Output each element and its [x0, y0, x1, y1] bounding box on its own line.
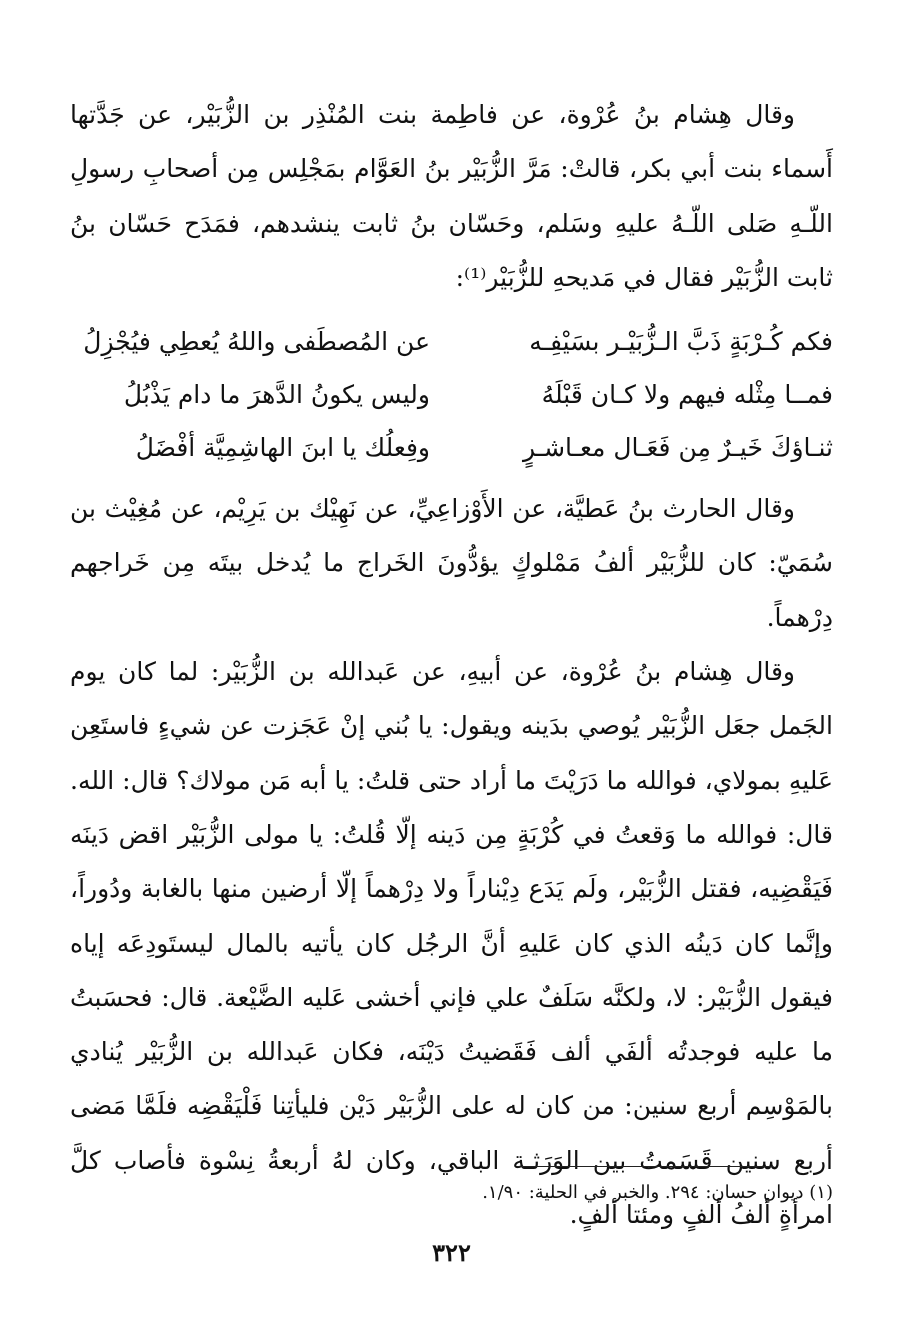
verse-1: [70, 315, 833, 368]
footnote: (١) ديوان حسان: ٢٩٤. والخبر في الحلية: ١/٩٠.: [482, 1182, 833, 1203]
paragraph-2: وقال الحارث بنُ عَطيَّة، عن الأَوْزاعِيِّ، عن نَهِيْك بن يَرِيْم، عن مُغِيْث بن سُمَيّ: كان للزُّبَيْر ألفُ مَمْلوكٍ يؤدُّونَ الخَراج ما يُدخل بيتَه مِن خَراجهم دِرْهماً.: [70, 494, 833, 632]
verse-2-first-hemistich: فمــا مِثْله فيهم ولا كـان قَبْلَهُ: [541, 380, 833, 410]
verse-3-first-hemistich: ثنـاؤكَ خَيـرٌ مِن فَعَـال معـاشـرٍ: [522, 433, 833, 463]
poem: [70, 315, 833, 474]
verse-1-first-hemistich: فكم كُـرْبَةٍ ذَبَّ الـزُّبَيْـر بسَيْفِـه: [529, 327, 833, 357]
main-text: [70, 88, 833, 1242]
paragraph-1: وقال هِشام بنُ عُرْوة، عن فاطِمة بنت المُنْذِر بن الزُّبَيْر، عن جَدَّتها أَسماء بنت أبي بكر، قالتْ: مَرَّ الزُّبَيْر بنُ العَوَّام بمَجْلِس مِن أصحابِ رسولِ اللّـهِ صَلى اللّـهُ عليهِ وسَلم، وحَسّان بنُ ثابت ينشدهم، فمَدَح حَسّان بنُ ثابت الزُّبَيْر فقال في مَديحهِ للزُّبَيْر⁽¹⁾:: [70, 100, 833, 292]
verse-3-second-hemistich: وفِعلُك يا ابنَ الهاشِمِيَّة أفْضَلُ: [135, 433, 430, 463]
verse-3: [70, 421, 833, 474]
verse-2-second-hemistich: وليس يكونُ الدَّهرَ ما دام يَذْبُلُ: [123, 380, 430, 410]
verse-2: [70, 368, 833, 421]
footnote-divider: [517, 1166, 773, 1167]
verse-1-second-hemistich: عن المُصطَفى واللهُ يُعطِي فيُجْزِلُ: [83, 327, 430, 357]
page-number: ٣٢٢: [432, 1238, 471, 1267]
paragraph-3: وقال هِشام بنُ عُرْوة، عن أبيهِ، عن عَبدالله بن الزُّبَيْر: لما كان يوم الجَمل جعَل الزُّبَيْر يُوصي بدَينه ويقول: يا بُني إنْ عَجَزت عن شيءٍ فاستَعِن عَليهِ بمولاي، فوالله ما دَرَيْتَ ما أراد حتى قلتُ: يا أبه مَن مولاك؟ قال: الله. قال: فوالله ما وَقعتُ في كُرْبَةٍ مِن دَينه إلّا قُلتُ: يا مولى الزُّبَيْر اقض دَينَه فَيَقْضِيه، فقتل الزُّبَيْر، ولَم يَدَع دِيْناراً ولا دِرْهماً إلّا أرضين منها بالغابة ودُوراً، وإنَّما كان دَينُه الذي كان عَليهِ أنَّ الرجُل كان يأتيه بالمال ليستَودِعَه إياه فيقول الزُّبَيْر: لا، ولكنَّه سَلَفٌ علي فإني أخشى عَليه الضَّيْعة. قال: فحسَبتُ ما عليه فوجدتُه ألفَي ألف فَقَضيتُ دَيْنَه، فكان عَبدالله بن الزُّبَيْر يُنادي بالمَوْسِم أربع سنين: من كان له على الزُّبَيْر دَيْن فليأتِنا فَلْيَقْضِه فلَمَّا مَضى أربع سنين قَسَمتُ بين الوَرَثـة الباقي، وكان لهُ أربعةُ نِسْوة فأصاب كلَّ امرأةٍ ألفُ ألفٍ ومئتا ألفٍ.: [70, 657, 833, 1230]
